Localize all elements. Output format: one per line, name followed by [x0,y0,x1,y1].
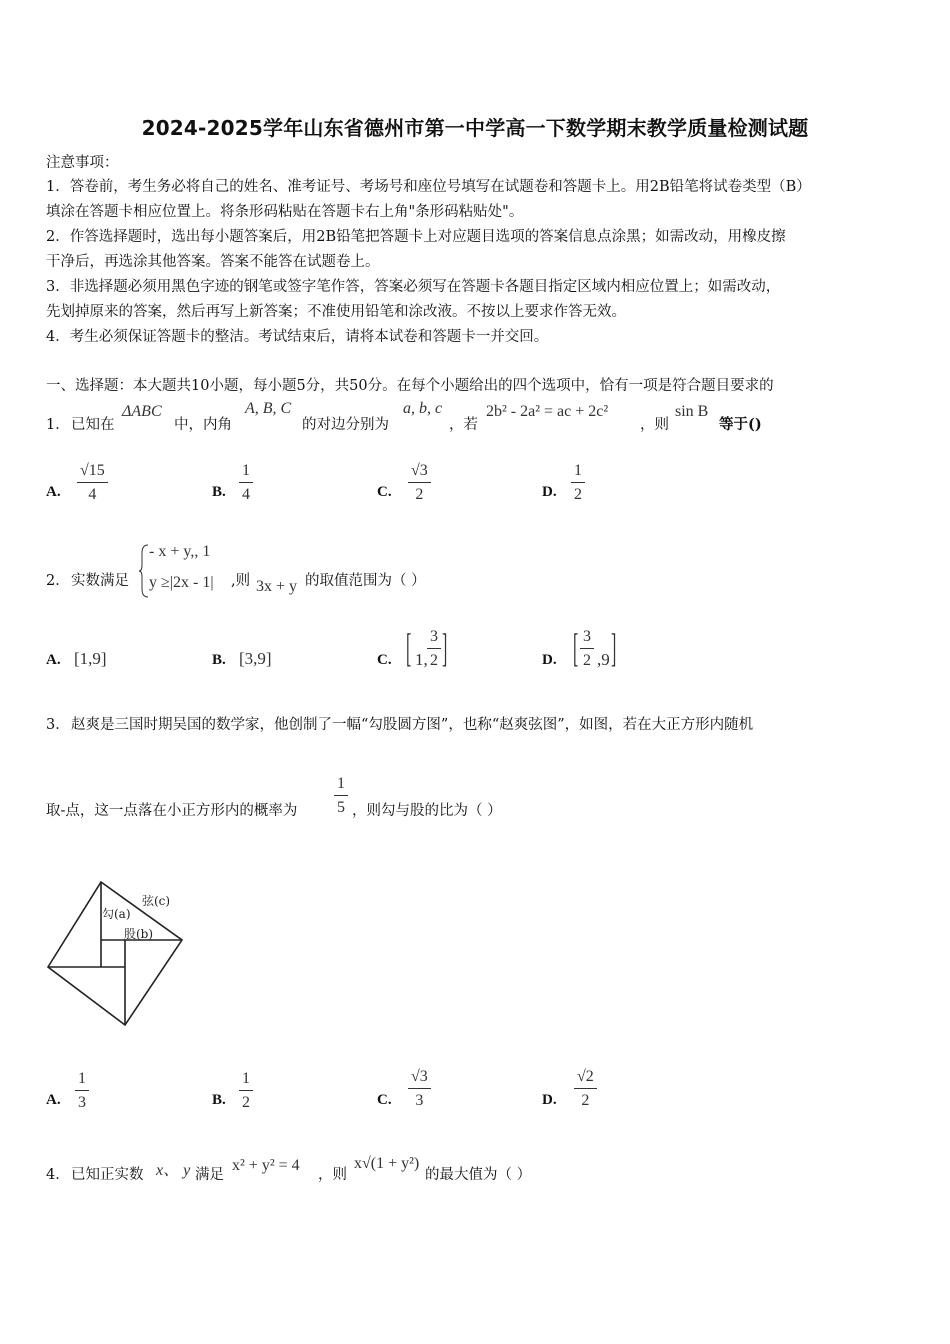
notice-line: 先划掉原来的答案，然后再写上新答案；不准使用铅笔和涂改液。不按以上要求作答无效。 [46,304,626,320]
right-bracket: ] [442,625,448,670]
question-4-text: 已知正实数 [71,1167,144,1183]
question-1-text: ，则 [640,417,669,433]
option-c-fraction [427,628,441,670]
question-2-text: 的取值范围为（ ） [305,573,426,589]
option-b-label[interactable]: B. [212,652,226,668]
option-a-label[interactable]: A. [46,484,61,500]
math-sides: a, b, c [403,400,443,417]
notice-line: 干净后，再选涂其他答案。答案不能答在试题卷上。 [46,254,380,270]
fraction-numerator: 1 [239,462,253,483]
math-variables: x、 y [156,1162,191,1179]
fraction-denominator: 2 [430,652,438,669]
fraction-numerator: √3 [408,1068,431,1089]
question-4-text: 的最大值为（ ） [425,1167,532,1183]
fraction-numerator: 1 [75,1070,89,1091]
option-d-suffix: ,9 [597,650,610,669]
notice-line: 1．答卷前，考生务必将自己的姓名、准考证号、考场号和座位号填写在试题卷和答题卡上。用2B铅笔将试卷类型（B） [46,179,811,195]
fraction-denominator: 3 [415,1092,424,1109]
option-d-fraction [580,628,594,670]
question-3-text: 赵爽是三国时期吴国的数学家，他创制了一幅“勾股圆方图”，也称“赵爽弦图”，如图，若在大正方形内随机 [71,717,754,733]
option-a-fraction [77,462,108,504]
question-4-text: 满足 [195,1167,224,1183]
question-2-text: 实数满足 [71,573,129,589]
question-3-text: ，则勾与股的比为（ ） [352,803,502,819]
fraction-denominator: 2 [415,486,424,503]
label-short-leg: 勾(a) [102,907,131,921]
fraction-numerator: 1 [571,462,585,483]
label-hypotenuse: 弦(c) [142,894,171,908]
probability-fraction [334,775,348,817]
zhao-shuang-figure [44,875,189,1035]
notice-line: 3．非选择题必须用黑色字迹的钢笔或签字笔作答，答案必须写在答题卡各题目指定区域内相应位置上；如需改动， [46,279,781,295]
question-1-text: 等于() [719,416,762,433]
question-1-text: 已知在 [71,417,115,433]
fraction-denominator: 4 [88,486,97,503]
option-b-label[interactable]: B. [212,1092,226,1108]
fraction-numerator: 1 [239,1070,253,1091]
notice-heading: 注意事项： [46,155,119,171]
question-2-number: 2． [46,573,70,589]
math-triangle: ΔABC [122,403,162,420]
math-equation: 2b² - 2a² = ac + 2c² [486,403,609,420]
math-expression: 3x + y [256,578,298,595]
option-d-fraction [574,1068,597,1110]
option-c-label[interactable]: C. [377,484,392,500]
option-a-fraction [75,1070,89,1112]
option-b-fraction [239,462,253,504]
fraction-denominator: 4 [242,486,250,503]
fraction-denominator: 2 [242,1094,250,1111]
option-d-label[interactable]: D. [542,1092,557,1108]
option-a-interval: [1,9] [74,649,107,668]
option-d-label[interactable]: D. [542,652,557,668]
fraction-numerator: √2 [574,1068,597,1089]
notice-line: 4．考生必须保证答题卡的整洁。考试结束后，请将本试卷和答题卡一并交回。 [46,329,549,345]
option-c-label[interactable]: C. [377,652,392,668]
option-b-interval: [3,9] [239,649,272,668]
option-d-fraction [571,462,585,504]
section-heading: 一、选择题：本大题共10小题，每小题5分，共50分。在每个小题给出的四个选项中，恰有一项是符合题目要求的 [46,378,774,394]
notice-line: 填涂在答题卡相应位置上。将条形码粘贴在答题卡右上角"条形码粘贴处"。 [46,204,524,220]
question-1-text: 中，内角 [174,417,232,433]
question-3-text: 取-点，这一点落在小正方形内的概率为 [46,803,298,819]
fraction-numerator: √15 [77,462,108,483]
option-c-fraction [408,462,431,504]
option-c-label[interactable]: C. [377,1092,392,1108]
label-long-leg: 股(b) [124,927,154,941]
page-title: 2024-2025学年山东省德州市第一中学高一下数学期末教学质量检测试题 [141,116,809,140]
question-1-number: 1． [46,417,70,433]
fraction-numerator: √3 [408,462,431,483]
option-a-label[interactable]: A. [46,652,61,668]
option-a-label[interactable]: A. [46,1092,61,1108]
option-b-fraction [239,1070,253,1112]
fraction-denominator: 3 [78,1094,86,1111]
system-line-1: - x + y,, 1 [149,543,211,560]
option-b-label[interactable]: B. [212,484,226,500]
question-1-text: ，若 [449,417,478,433]
left-bracket: [ [406,625,412,670]
fraction-numerator: 1 [334,775,348,796]
fraction-denominator: 2 [574,486,582,503]
fraction-denominator: 2 [581,1092,590,1109]
math-angles: A, B, C [245,400,292,417]
fraction-denominator: 2 [583,652,591,669]
notice-line: 2．作答选择题时，选出每小题答案后，用2B铅笔把答题卡上对应题目选项的答案信息点涂黑；如需改动，用橡皮擦 [46,229,786,245]
fraction-numerator: 3 [427,628,441,649]
question-2-text: ,则 [231,573,251,589]
question-4-number: 4． [46,1167,70,1183]
math-sinb: sin B [675,403,709,420]
option-d-label[interactable]: D. [542,484,557,500]
right-bracket: ] [611,625,617,670]
option-c-prefix: 1, [415,650,428,669]
math-target-expression: x√(1 + y²) [354,1155,420,1172]
fraction-denominator: 5 [337,799,345,816]
question-4-text: ，则 [318,1167,347,1183]
question-3-number: 3． [46,717,70,733]
math-condition: x² + y² = 4 [232,1157,300,1174]
left-bracket: [ [573,625,579,670]
system-line-2: y ≥|2x - 1| [149,574,214,591]
fraction-numerator: 3 [580,628,594,649]
option-c-fraction [408,1068,431,1110]
question-1-text: 的对边分别为 [302,417,389,433]
